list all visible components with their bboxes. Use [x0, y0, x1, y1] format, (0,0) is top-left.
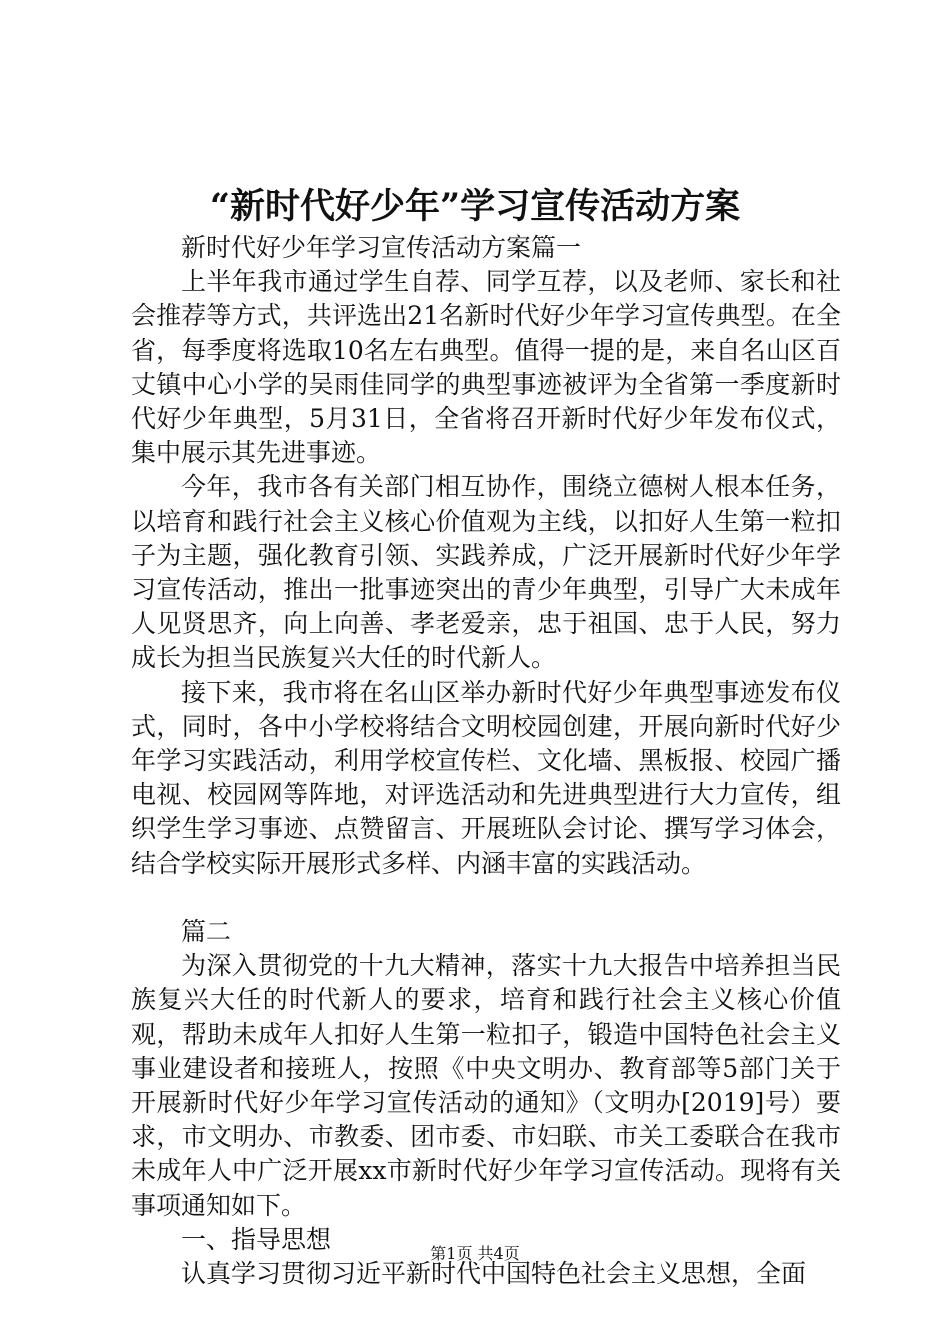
paragraph-1: 上半年我市通过学生自荐、同学互荐，以及老师、家长和社会推荐等方式，共评选出21名新时代好少年学习宣传典型。在全省，每季度将选取10名左右典型。值得一提的是，来自名山区百丈镇中心小学的吴雨佳同学的典型事迹被评为全省第一季度新时代好少年典型，5月31日，全省将召开新时代好少年发布仪式，集中展示其先进事迹。 — [131, 267, 841, 468]
page-footer: 第1页 共4页 — [430, 1244, 520, 1263]
subheading-guiding-ideology: 一、指导思想 — [181, 1224, 332, 1254]
document-body — [131, 231, 841, 1291]
document-title: “新时代好少年”学习宣传活动方案 — [209, 186, 741, 227]
blank-line — [131, 881, 841, 915]
paragraph-3: 接下来，我市将在名山区举办新时代好少年典型事迹发布仪式，同时，各中小学校将结合文明校园创建，开展向新时代好少年学习实践活动，利用学校宣传栏、文化墙、黑板报、校园广播电视、校园网等阵地，对评选活动和先进典型进行大力宣传，组织学生学习事迹、点赞留言、开展班队会讨论、撰写学习体会，结合学校实际开展形式多样、内涵丰富的实践活动。 — [131, 677, 841, 878]
section-heading-part-one: 新时代好少年学习宣传活动方案篇一 — [181, 233, 582, 262]
paragraph-4: 为深入贯彻党的十九大精神，落实十九大报告中培养担当民族复兴大任的时代新人的要求，培育和践行社会主义核心价值观，帮助未成年人扣好人生第一粒扣子，锻造中国特色社会主义事业建设者和接班人，按照《中央文明办、教育部等5部门关于开展新时代好少年学习宣传活动的通知》（文明办[2019]号）要求，市文明办、市教委、团市委、市妇联、市关工委联合在我市未成年人中广泛开展xx市新时代好少年学习宣传活动。现将有关事项通知如下。 — [131, 951, 841, 1220]
paragraph-2: 今年，我市各有关部门相互协作，围绕立德树人根本任务，以培育和践行社会主义核心价值观为主线，以扣好人生第一粒扣子为主题，强化教育引领、实践养成，广泛开展新时代好少年学习宣传活动，推出一批事迹突出的青少年典型，引导广大未成年人见贤思齐，向上向善、孝老爱亲，忠于祖国、忠于人民，努力成长为担当民族复兴大任的时代新人。 — [131, 472, 841, 673]
paragraph-5: 认真学习贯彻习近平新时代中国特色社会主义思想，全面 — [181, 1259, 807, 1289]
section-heading-part-two: 篇二 — [181, 917, 232, 947]
